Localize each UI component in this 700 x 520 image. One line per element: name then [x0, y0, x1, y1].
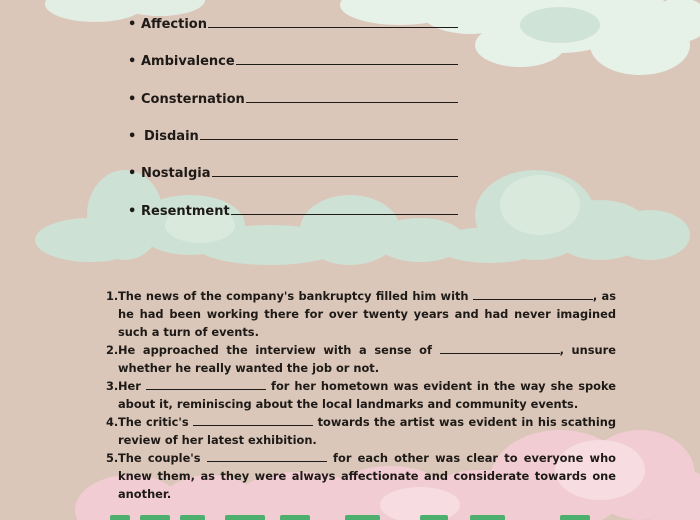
- vocab-item-consternation: [128, 87, 458, 107]
- vocab-term: Resentment: [141, 204, 230, 219]
- question-text-after: for her hometown was evident in the way she spoke about it, reminiscing about the local landmarks and community events.: [118, 379, 617, 411]
- question-3: [106, 377, 616, 413]
- answer-line[interactable]: [200, 139, 458, 140]
- vocab-item-affection: [128, 12, 458, 32]
- question-text: [118, 341, 616, 377]
- vocab-term: Affection: [141, 17, 207, 32]
- question-2: [106, 341, 616, 377]
- question-text: [118, 287, 616, 341]
- question-text-after: , as he had been working there for over twenty years and had never imagined such a turn of events.: [118, 289, 616, 339]
- answer-line[interactable]: [236, 64, 458, 65]
- answer-blank[interactable]: [207, 450, 327, 462]
- answer-blank[interactable]: [193, 414, 313, 426]
- question-text-after: towards the artist was evident in his scathing review of her latest exhibition.: [118, 415, 616, 447]
- bullet: •: [128, 92, 137, 107]
- question-text-before: Her: [118, 379, 141, 393]
- bullet: •: [128, 204, 137, 219]
- question-4: [106, 413, 616, 449]
- question-number: 4.: [106, 415, 119, 429]
- bullet: •: [128, 129, 137, 144]
- question-number: 5.: [106, 451, 119, 465]
- question-number: 1.: [106, 289, 119, 303]
- question-text-after: for each other was clear to everyone who knew them, as they were always affectionate and considerate towards one another.: [118, 451, 617, 501]
- question-text-after: , unsure whether he really wanted the job or not.: [118, 343, 617, 375]
- vocab-term: Consternation: [141, 92, 245, 107]
- question-text-before: He approached the interview with a sense of: [118, 343, 432, 357]
- fill-in-the-blank-questions: [106, 287, 616, 503]
- vocab-term: Disdain: [144, 129, 199, 144]
- question-text-before: The couple's: [118, 451, 201, 465]
- question-text: [118, 449, 616, 503]
- answer-blank[interactable]: [473, 288, 593, 300]
- vocab-term: Ambivalence: [141, 54, 235, 69]
- answer-blank[interactable]: [440, 342, 560, 354]
- vocab-term: Nostalgia: [141, 166, 211, 181]
- question-number: 3.: [106, 379, 119, 393]
- bullet: •: [128, 54, 137, 69]
- bullet: •: [128, 17, 137, 32]
- vocab-item-resentment: [128, 199, 458, 219]
- answer-line[interactable]: [231, 214, 458, 215]
- question-number: 2.: [106, 343, 119, 357]
- vocab-item-nostalgia: [128, 161, 458, 181]
- answer-line[interactable]: [212, 176, 458, 177]
- question-text-before: The news of the company's bankruptcy filled him with: [118, 289, 469, 303]
- bullet: •: [128, 166, 137, 181]
- question-1: [106, 287, 616, 341]
- answer-blank[interactable]: [146, 378, 266, 390]
- question-5: [106, 449, 616, 503]
- answer-line[interactable]: [208, 27, 458, 28]
- answer-line[interactable]: [246, 102, 458, 103]
- vocab-item-ambivalence: [128, 49, 458, 69]
- question-text: [118, 377, 616, 413]
- question-text-before: The critic's: [118, 415, 189, 429]
- vocab-item-disdain: [128, 124, 458, 144]
- question-text: [118, 413, 616, 449]
